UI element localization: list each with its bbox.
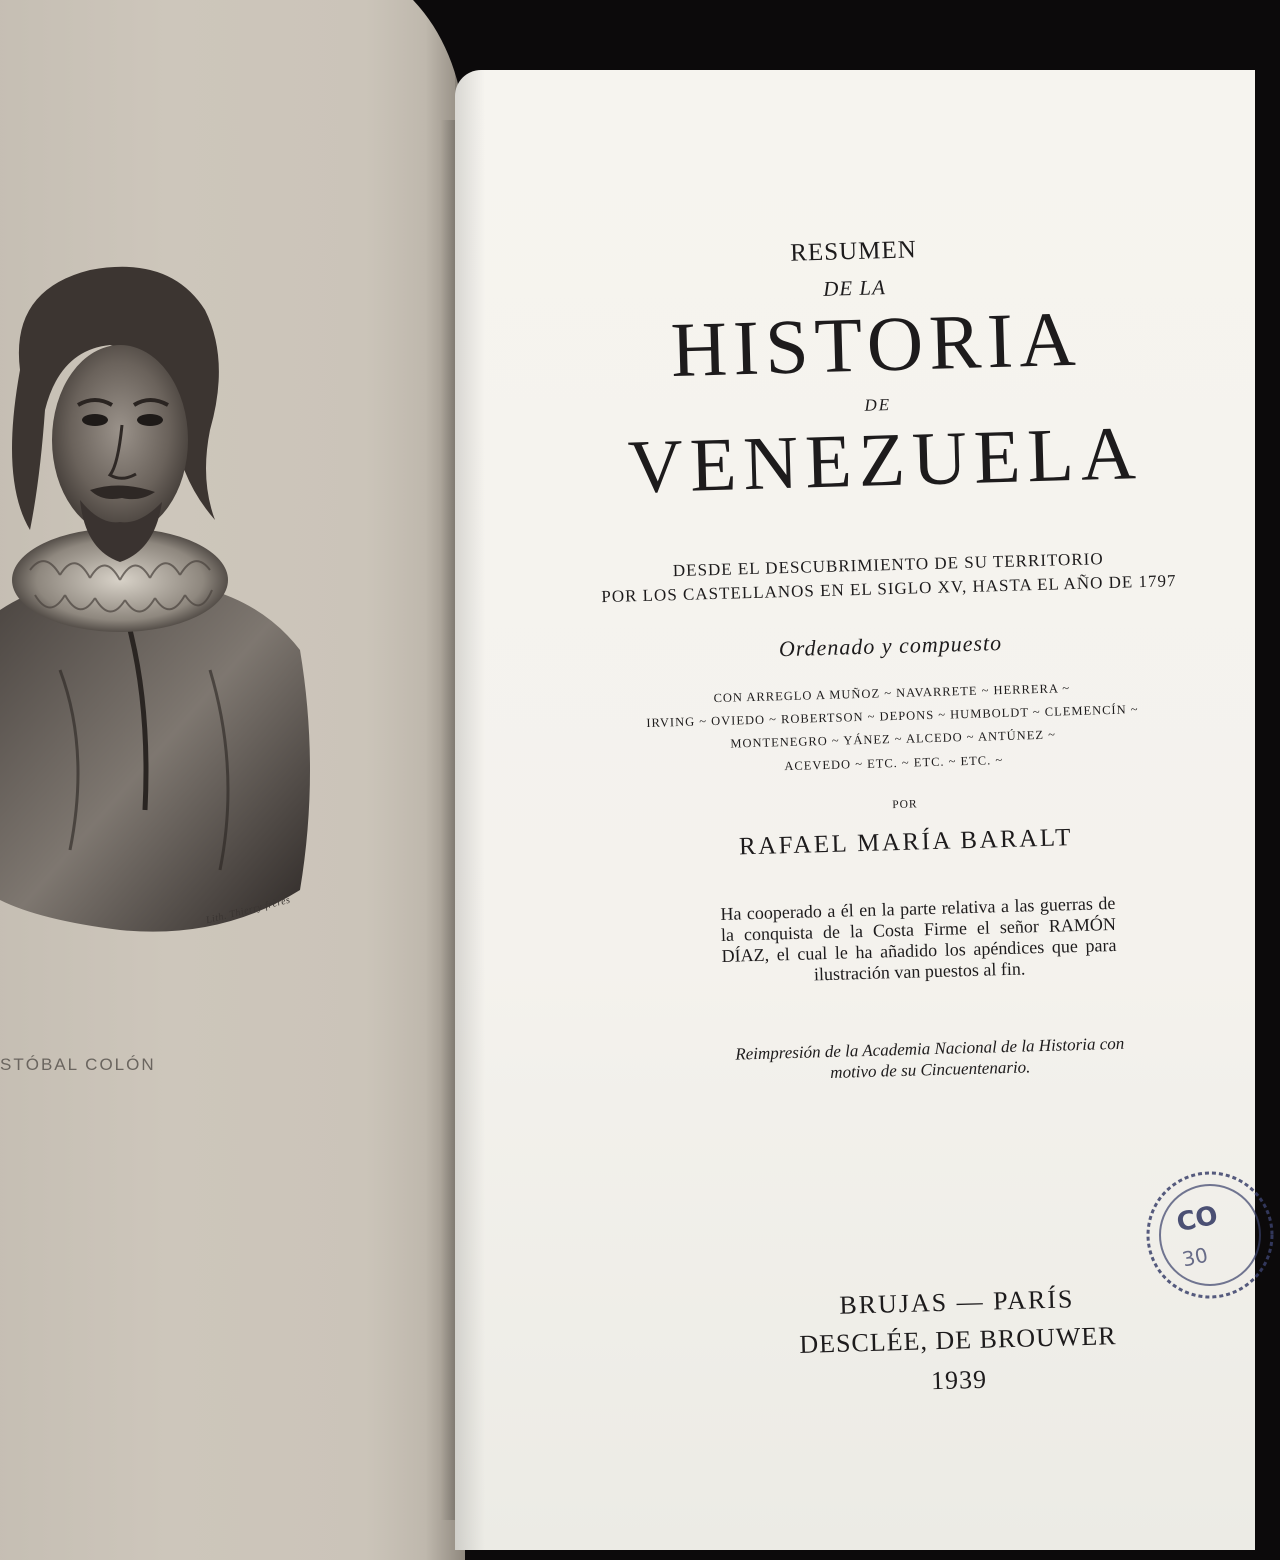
imprint-publisher: DESCLÉE, DE BROUWER bbox=[798, 1321, 1117, 1359]
title-kicker: RESUMEN bbox=[789, 236, 918, 267]
sources-line-1: CON ARREGLO A MUÑOZ ~ NAVARRETE ~ HERRERA ~ bbox=[713, 681, 1071, 706]
title-de: DE bbox=[864, 395, 892, 415]
sources-line-2: IRVING ~ OVIEDO ~ ROBERTSON ~ DEPONS ~ HUMBOLDT ~ CLEMENCÍN ~ bbox=[646, 702, 1139, 730]
subtitle-line-2: POR LOS CASTELLANOS EN EL SIGLO XV, HASTA EL AÑO DE 1797 bbox=[601, 571, 1177, 607]
imprint-cities: BRUJAS — PARÍS bbox=[838, 1284, 1075, 1320]
svg-text:30: 30 bbox=[1180, 1242, 1210, 1272]
title-de-la: DE LA bbox=[822, 275, 887, 301]
title-line-2: VENEZUELA bbox=[626, 411, 1144, 510]
subtitle-line-1: DESDE EL DESCUBRIMIENTO DE SU TERRITORIO bbox=[672, 549, 1104, 581]
sources-line-4: ACEVEDO ~ ETC. ~ ETC. ~ ETC. ~ bbox=[784, 753, 1004, 774]
author-name: RAFAEL MARÍA BARALT bbox=[738, 824, 1074, 861]
ordenado-line: Ordenado y compuesto bbox=[778, 630, 1003, 662]
sources-line-3: MONTENEGRO ~ YÁNEZ ~ ALCEDO ~ ANTÚNEZ ~ bbox=[730, 727, 1057, 751]
reprint-note: Reimpresión de la Academia Nacional de la Historia con motivo de su Cincuentenario. bbox=[735, 1033, 1125, 1082]
cooperation-note: Ha cooperado a él en la parte relativa a las guerras de la conquista de la Costa Firme el señor RAMÓN DÍAZ, el cual le ha añadido los apéndices que para ilustración van puestos al fin. bbox=[720, 892, 1117, 985]
library-stamp bbox=[1140, 1165, 1280, 1305]
by-label: POR bbox=[892, 798, 918, 812]
stamp-text: CO bbox=[1174, 1200, 1221, 1239]
portrait-caption: STÓBAL COLÓN bbox=[0, 1055, 156, 1074]
lithographer-credit: Lith. Thierry frères bbox=[204, 894, 292, 927]
title-line-1: HISTORIA bbox=[669, 294, 1083, 394]
imprint-year: 1939 bbox=[930, 1364, 988, 1396]
